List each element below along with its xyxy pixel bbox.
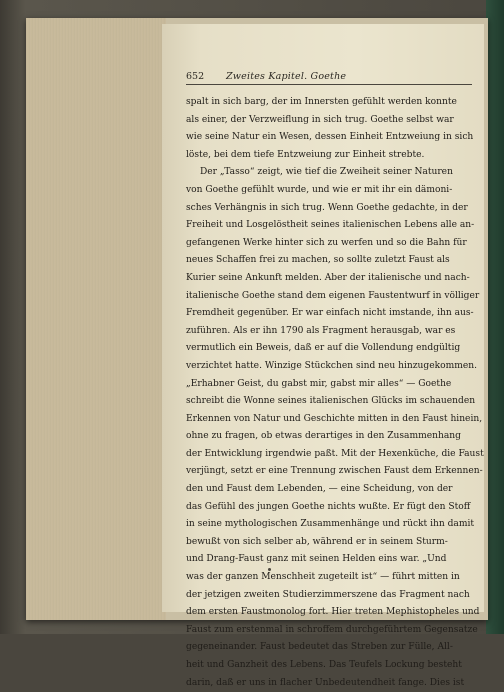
running-title: Zweites Kapitel. Goethe — [226, 71, 347, 82]
page-edges — [26, 18, 166, 620]
text-line: vermutlich ein Beweis, daß er auf die Vollendung endgültig — [186, 343, 461, 354]
text-line: ohne zu fragen, ob etwas derartiges in den Zusammenhang — [186, 431, 461, 442]
text-line: als einer, der Verzweiflung in sich trug. Goethe selbst war — [186, 114, 454, 125]
text-line: Erkennen von Natur und Geschichte mitten in den Faust hinein, — [186, 413, 483, 424]
text-line: „Erhabner Geist, du gabst mir, gabst mir alles“ — Goethe — [186, 378, 452, 389]
text-line: der Entwicklung irgendwie paßt. Mit der Hexenküche, die Faust — [186, 448, 484, 459]
print-mark — [268, 568, 271, 571]
page-number: 652 — [186, 71, 205, 82]
text-line: Freiheit und Losgelöstheit seines italienischen Lebens alle an- — [186, 220, 475, 231]
body-text — [186, 94, 484, 688]
text-line: verjüngt, setzt er eine Trennung zwischen Faust dem Erkennen- — [186, 466, 483, 477]
text-line: gefangenen Werke hinter sich zu werfen und so die Bahn für — [186, 237, 467, 248]
text-line: den und Faust dem Lebenden, — eine Scheidung, von der — [186, 484, 453, 495]
text-line: dem ersten Faustmonolog fort. Hier treten Mephistopheles und — [186, 607, 480, 618]
text-line: italienische Goethe stand dem eigenen Faustentwurf in völliger — [186, 290, 480, 301]
text-line: löste, bei dem tiefe Entzweiung zur Einheit strebte. — [186, 149, 425, 160]
book-cover-edge — [486, 0, 504, 634]
text-line: spalt in sich barg, der im Innersten gefühlt werden konnte — [186, 97, 457, 107]
text-line: Faust zum erstenmal in schroffem durchgeführtem Gegensatze — [186, 624, 478, 635]
text-line: in seine mythologischen Zusammenhänge und rückt ihn damit — [186, 519, 475, 530]
text-line: schreibt die Wonne seines italienischen Glücks im schauenden — [186, 396, 476, 407]
text-line: zuführen. Als er ihn 1790 als Fragment herausgab, war es — [186, 325, 456, 336]
text-line: darin, daß er uns in flacher Unbedeutendheit fange. Dies ist — [186, 677, 465, 688]
text-line: neues Schaffen frei zu machen, so sollte zuletzt Faust als — [186, 255, 450, 266]
text-line: verzichtet hatte. Winzige Stückchen sind neu hinzugekommen. — [186, 360, 477, 371]
text-line: Kurier seine Ankunft melden. Aber der italienische und nach- — [186, 272, 470, 283]
page-header — [186, 66, 474, 82]
text-line: das Gefühl des jungen Goethe nichts wußte. Er fügt den Stoff — [186, 501, 471, 512]
text-line: sches Verhängnis in sich trug. Wenn Goethe gedachte, in der — [186, 202, 468, 213]
text-line: heit und Ganzheit des Lebens. Das Teufels Lockung besteht — [186, 660, 462, 670]
text-line: Der „Tasso“ zeigt, wie tief die Zweiheit seiner Naturen — [200, 167, 453, 178]
text-line: wie seine Natur ein Wesen, dessen Einheit Entzweiung in sich — [186, 132, 474, 143]
text-line: der jetzigen zweiten Studierzimmerszene das Fragment nach — [186, 589, 470, 600]
text-line: Fremdheit gegenüber. Er war einfach nicht imstande, ihn aus- — [186, 308, 474, 319]
text-line: von Goethe gefühlt wurde, und wie er mit ihr ein dämoni- — [186, 184, 453, 195]
text-line: gegeneinander. Faust bedeutet das Streben zur Fülle, All- — [186, 642, 453, 653]
text-line: bewußt von sich selber ab, während er in seinem Sturm- — [186, 536, 448, 547]
header-rule — [186, 84, 472, 85]
text-line: und Drang-Faust ganz mit seinen Helden eins war. „Und — [186, 554, 447, 565]
text-line: was der ganzen Menschheit zugeteilt ist“ — führt mitten in — [186, 572, 460, 583]
